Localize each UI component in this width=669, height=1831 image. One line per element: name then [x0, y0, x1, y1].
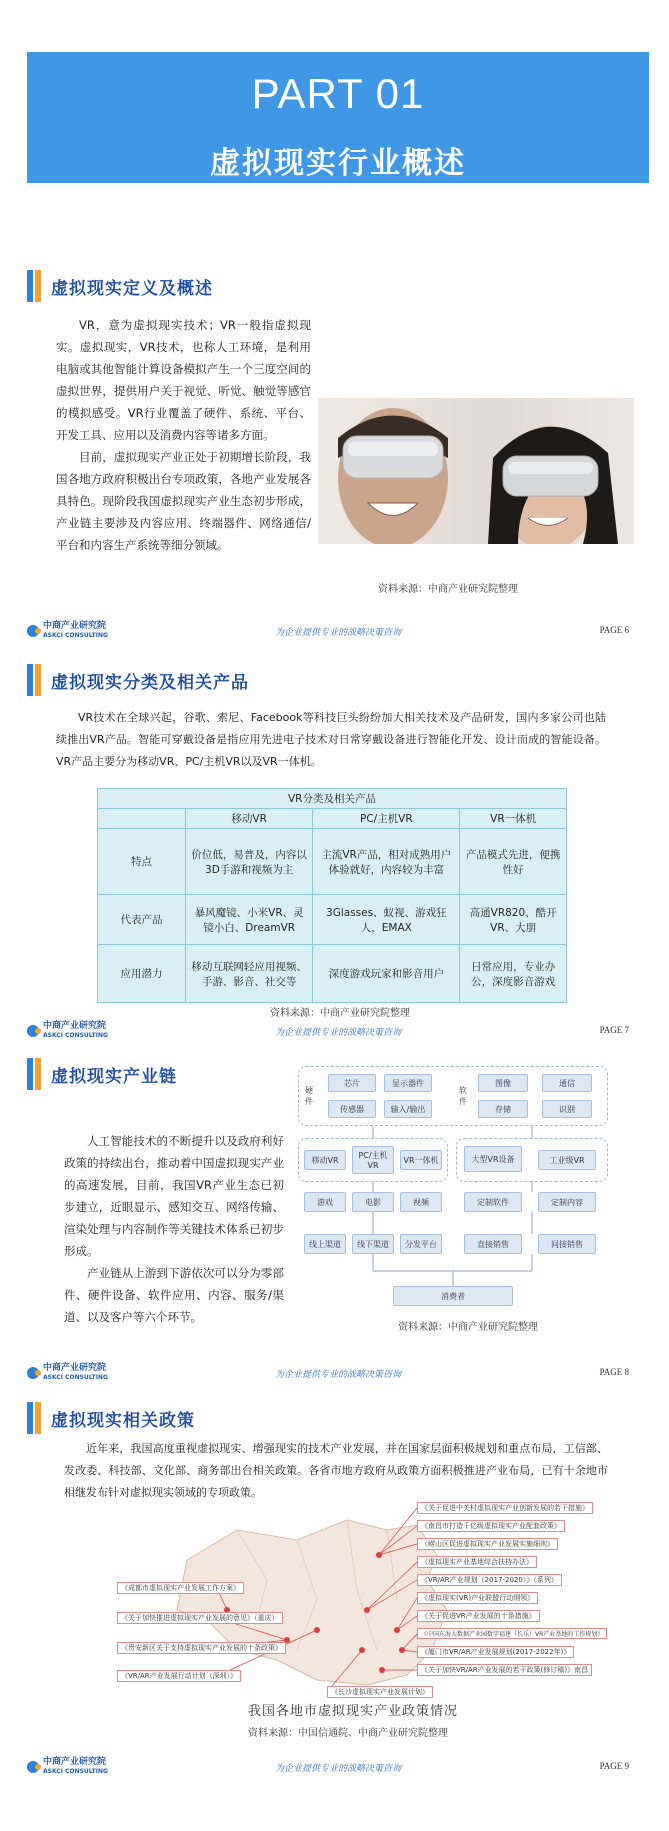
logo-en: ASKCI CONSULTING — [43, 632, 108, 639]
source-note: 资料来源：中商产业研究院整理 — [270, 1008, 410, 1019]
logo-cn: 中商产业研究院 — [43, 1363, 107, 1373]
heading-accent-blue — [27, 270, 33, 302]
diagram-node: 芯片 — [328, 1074, 376, 1092]
policy-label: 《贵安新区关于支持虚拟现实产业发展的十条政策》 — [117, 1642, 286, 1654]
table-cell: 3Glasses、蚁视、游戏狂人，EMAX — [313, 895, 460, 945]
paragraph: 产业链从上游到下游依次可以分为零部件、硬件设备、软件应用、内容、服务/渠道、以及客户等六个环节。 — [64, 1266, 284, 1324]
section-title: 虚拟现实相关政策 — [51, 1410, 195, 1431]
table-cell: 主流VR产品，相对成熟用户体验就好，内容较为丰富 — [313, 829, 460, 895]
page-number: PAGE 9 — [599, 1761, 629, 1771]
table-cell: 应用潜力 — [98, 945, 186, 1003]
hardware-label: 硬件 — [305, 1086, 313, 1106]
china-policy-map — [117, 1500, 604, 1698]
diagram-node: 传感器 — [328, 1100, 376, 1118]
diagram-node: 图像 — [478, 1074, 528, 1092]
diagram-node: 定制软件 — [464, 1192, 522, 1212]
table-cell: 高通VR820、酷开VR、大朋 — [460, 895, 567, 945]
table-cell: 产品模式先进，便携性好 — [460, 829, 567, 895]
classification-text — [56, 707, 606, 773]
heading-accent-blue — [27, 1402, 33, 1434]
page-footer — [27, 1022, 649, 1040]
table-header: PC/主机VR — [313, 809, 460, 829]
policy-label: 《关于促进VR产业发展的十条措施》 — [417, 1610, 540, 1622]
logo-cn: 中商产业研究院 — [43, 1021, 107, 1031]
askci-logo — [27, 1758, 108, 1776]
table-cell: 暴风魔镜、小米VR、灵镜小白、DreamVR — [186, 895, 313, 945]
logo-icon — [27, 625, 39, 637]
logo-cn: 中商产业研究院 — [43, 621, 107, 631]
source-note: 资料来源：中商产业研究院整理 — [378, 584, 518, 595]
logo-icon — [27, 1025, 39, 1037]
diagram-node: 识别 — [542, 1100, 592, 1118]
part-banner — [27, 52, 649, 183]
paragraph: VR，意为虚拟现实技术；VR一般指虚拟现实。虚拟现实，VR技术，也称人工环境，是利用电脑或其他智能计算设备模拟产生一个三度空间的虚拟世界，提供用户关于视觉、听觉、触觉等感官的模拟感受。VR行业覆盖了硬件、系统、平台、开发工具、应用以及消费内容等诸多方面。 — [56, 318, 311, 442]
paragraph: 目前，虚拟现实产业正处于初期增长阶段，我国各地方政府积极出台专项政策，各地产业发展各具特色。现阶段我国虚拟现实产业生态初步形成，产业链主要涉及内容应用、终端器件、网络通信/平台和内容生产系统等细分领域。 — [56, 450, 311, 552]
table-header-row — [98, 809, 567, 829]
diagram-node: 消费者 — [393, 1286, 513, 1306]
diagram-node: 大型VR设备 — [464, 1146, 522, 1172]
page-number: PAGE 6 — [599, 625, 629, 635]
vr-users-illustration — [318, 398, 634, 544]
source-note: 资料来源：中商产业研究院整理 — [398, 1322, 538, 1333]
section-title: 虚拟现实定义及概述 — [51, 278, 213, 299]
page-footer — [27, 1364, 649, 1382]
logo-en: ASKCI CONSULTING — [43, 1374, 108, 1381]
footer-slogan: 为企业提供专业的战略决策咨询 — [275, 1370, 402, 1380]
diagram-node: 直接销售 — [464, 1234, 522, 1254]
logo-en: ASKCI CONSULTING — [43, 1768, 108, 1775]
section-title: 虚拟现实分类及相关产品 — [51, 672, 249, 693]
policy-text — [64, 1438, 608, 1504]
table-row — [98, 895, 567, 945]
diagram-node: 通信 — [542, 1074, 592, 1092]
diagram-node: 线下渠道 — [352, 1234, 394, 1254]
policy-label: 《长沙虚拟现实产业发展计划》 — [327, 1686, 433, 1698]
software-label: 软件 — [459, 1086, 467, 1106]
policy-label: 《中国东海大数据产业园数字福建（长乐）VR产业基地的工作规划》 — [417, 1628, 607, 1639]
policy-label: 《虚拟现实产业基地综合扶持办法》 — [417, 1556, 537, 1568]
heading-accent-blue — [27, 664, 33, 696]
industry-chain-diagram — [298, 1066, 608, 1309]
table-cell: 特点 — [98, 829, 186, 895]
heading-accent-orange — [35, 1402, 41, 1434]
paragraph: 人工智能技术的不断提升以及政府利好政策的持续出台，推动着中国虚拟现实产业的高速发展，目前，我国VR产业生态已初步建立，近眼显示、感知交互、网络传输、渲染处理与内容制作等关键技术体系已初步形成。 — [64, 1134, 284, 1258]
page-footer — [27, 1758, 649, 1776]
logo-icon — [27, 1367, 39, 1379]
policy-label: 《厦门市VR/AR产业发展规划(2017-2022年)》 — [417, 1646, 574, 1658]
diagram-node: 电影 — [352, 1192, 394, 1212]
part-number: PART 01 — [251, 70, 425, 117]
askci-logo — [27, 1364, 108, 1382]
footer-slogan: 为企业提供专业的战略决策咨询 — [275, 628, 402, 638]
map-title: 我国各地市虚拟现实产业政策情况 — [248, 1704, 459, 1719]
policy-label: 《关于加快VR/AR产业发展的若干政策(修订稿)》南昌 — [417, 1664, 592, 1676]
diagram-node: PC/主机VR — [352, 1146, 394, 1174]
page-number: PAGE 8 — [599, 1367, 629, 1377]
footer-slogan: 为企业提供专业的战略决策咨询 — [275, 1028, 402, 1038]
diagram-node: 分发平台 — [400, 1234, 442, 1254]
table-header — [98, 809, 186, 829]
footer-slogan: 为企业提供专业的战略决策咨询 — [275, 1764, 402, 1774]
diagram-node: 线上渠道 — [304, 1234, 346, 1254]
askci-logo — [27, 1022, 108, 1040]
table-cell: 深度游戏玩家和影音用户 — [313, 945, 460, 1003]
diagram-node: 显示器件 — [384, 1074, 432, 1092]
table-row — [98, 945, 567, 1003]
heading-accent-orange — [35, 270, 41, 302]
askci-logo — [27, 622, 108, 640]
paragraph: 近年来，我国高度重视虚拟现实、增强现实的技术产业发展，并在国家层面积极规划和重点布局，工信部、发改委、科技部、文化部、商务部出台相关政策。各省市地方政府从政策方面积极推进产业布局，已有十余地市相继发布针对虚拟现实领域的专项政策。 — [64, 1442, 608, 1499]
table-cell: 日常应用，专业办公，深度影音游戏 — [460, 945, 567, 1003]
policy-label: 《关于促进中关村虚拟现实产业创新发展的若干措施》 — [417, 1502, 593, 1514]
table-row — [98, 829, 567, 895]
section-heading-policy — [27, 1402, 195, 1434]
chain-text — [64, 1130, 284, 1328]
diagram-node: 工业级VR — [538, 1150, 596, 1170]
definition-text — [56, 314, 311, 556]
part-title: 虚拟现实行业概述 — [210, 146, 466, 181]
table-cell: 代表产品 — [98, 895, 186, 945]
policy-label: 《成都市虚拟现实产业发展工作方案》 — [117, 1582, 244, 1594]
vr-products-table — [97, 788, 567, 1003]
policy-label: 《关于加快推进虚拟现实产业发展的意见》（重庆） — [117, 1612, 283, 1624]
paragraph: VR技术在全球兴起，谷歌、索尼、Facebook等科技巨头纷纷加大相关技术及产品研发，国内多家公司也陆续推出VR产品。智能可穿戴设备是指应用先进电子技术对日常穿戴设备进行智能化开发、设计而成的智能设备。VR产品主要分为移动VR、PC/主机VR以及VR一体机。 — [56, 711, 606, 768]
heading-accent-orange — [35, 664, 41, 696]
logo-en: ASKCI CONSULTING — [43, 1032, 108, 1039]
policy-label: 《虚拟现实(VR)产业联盟行动纲领》 — [417, 1592, 538, 1604]
source-note: 资料来源：中国信通院、中商产业研究院整理 — [248, 1728, 448, 1739]
page-footer — [27, 622, 649, 640]
diagram-node: 视频 — [400, 1192, 442, 1212]
diagram-node: 定制内容 — [538, 1192, 596, 1212]
policy-label: 《VR/AR产业规划（2017-2020）》（系列） — [417, 1574, 562, 1586]
page-number: PAGE 7 — [599, 1025, 629, 1035]
diagram-node: 移动VR — [304, 1150, 346, 1170]
section-heading-chain — [27, 1058, 177, 1090]
diagram-node: VR一体机 — [400, 1150, 442, 1170]
diagram-node: 间接销售 — [538, 1234, 596, 1254]
diagram-node: 存储 — [478, 1100, 528, 1118]
section-title: 虚拟现实产业链 — [51, 1066, 177, 1087]
diagram-node: 输入/输出 — [384, 1100, 432, 1118]
vr-headset-photo — [318, 398, 634, 544]
table-cell: 移动互联网轻应用视频、手游、影音、社交等 — [186, 945, 313, 1003]
logo-icon — [27, 1761, 39, 1773]
table-cell: 价位低，易普及，内容以3D手游和视频为主 — [186, 829, 313, 895]
policy-label: 《南昌市打造千亿级虚拟现实产业配套政策》 — [417, 1520, 565, 1532]
heading-accent-orange — [35, 1058, 41, 1090]
diagram-node: 游戏 — [304, 1192, 346, 1212]
section-heading-classification — [27, 664, 249, 696]
table-caption: VR分类及相关产品 — [98, 789, 567, 809]
table-header: 移动VR — [186, 809, 313, 829]
logo-cn: 中商产业研究院 — [43, 1757, 107, 1767]
policy-label: 《崂山区促进虚拟现实产业发展实施细则》 — [417, 1538, 558, 1550]
table-header: VR一体机 — [460, 809, 567, 829]
section-heading-definition — [27, 270, 213, 302]
heading-accent-blue — [27, 1058, 33, 1090]
policy-label: 《VR/AR产业发展行动计划（深圳）》 — [117, 1670, 241, 1682]
